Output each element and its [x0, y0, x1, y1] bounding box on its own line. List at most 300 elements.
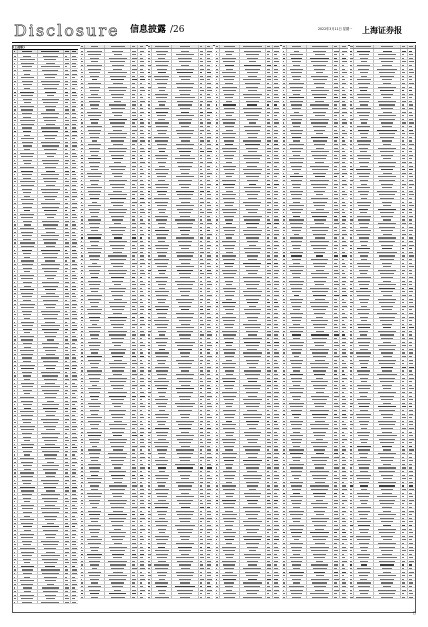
table-cell: [85, 125, 105, 128]
table-cell: [71, 575, 78, 578]
table-cell: [64, 453, 71, 456]
table-cell: [18, 69, 38, 72]
table-cell: [38, 410, 64, 413]
text-glyph-run: [42, 314, 58, 315]
table-cell: [64, 385, 71, 388]
text-glyph-run: [14, 296, 15, 297]
text-glyph-run: [140, 144, 143, 145]
text-glyph-run: [65, 120, 69, 121]
text-glyph-run: [41, 142, 61, 143]
text-glyph-run: [42, 404, 59, 405]
text-glyph-run: [20, 181, 35, 182]
text-glyph-run: [132, 79, 136, 80]
text-glyph-run: [65, 332, 67, 333]
table-cell: [138, 218, 145, 221]
text-glyph-run: [44, 271, 58, 272]
text-glyph-run: [111, 94, 125, 95]
table-cell: [38, 414, 64, 417]
table-cell: [18, 432, 38, 435]
table-cell: [71, 310, 78, 313]
table-cell: [38, 486, 64, 489]
text-glyph-run: [41, 433, 60, 434]
wordmark-letter: i: [29, 20, 34, 42]
text-glyph-run: [14, 562, 15, 563]
text-glyph-run: [43, 300, 58, 301]
table-cell: [71, 525, 78, 528]
text-glyph-run: [65, 368, 69, 369]
text-glyph-run: [72, 501, 77, 502]
table-cell: [18, 162, 38, 165]
table-cell: [105, 49, 131, 52]
table-cell: [38, 83, 64, 86]
text-glyph-run: [91, 169, 98, 170]
table-cell: [71, 187, 78, 190]
text-glyph-run: [65, 260, 67, 261]
table-cell: [131, 233, 138, 236]
text-glyph-run: [72, 318, 77, 319]
table-cell: [138, 49, 145, 52]
text-glyph-run: [132, 227, 136, 228]
table-cell: [131, 197, 138, 200]
text-glyph-run: [14, 131, 17, 132]
text-glyph-run: [140, 237, 143, 238]
table-cell: [64, 443, 71, 446]
text-glyph-run: [72, 415, 75, 416]
table-cell: [38, 252, 64, 255]
table-cell: [64, 115, 71, 118]
text-glyph-run: [65, 268, 68, 269]
text-glyph-run: [14, 462, 16, 463]
text-glyph-run: [72, 577, 75, 578]
text-glyph-run: [22, 142, 33, 143]
text-glyph-run: [72, 181, 77, 182]
text-glyph-run: [81, 227, 83, 228]
text-glyph-run: [72, 242, 77, 243]
table-cell: [85, 182, 105, 185]
text-glyph-run: [22, 386, 33, 387]
table-cell: [71, 331, 78, 334]
text-glyph-run: [89, 209, 100, 210]
text-glyph-run: [72, 408, 75, 409]
text-glyph-run: [81, 65, 84, 66]
text-glyph-run: [65, 433, 67, 434]
text-glyph-run: [132, 148, 135, 149]
text-glyph-run: [42, 131, 58, 132]
text-glyph-run: [14, 253, 17, 254]
text-glyph-run: [45, 566, 55, 567]
table-cell: [71, 245, 78, 248]
text-glyph-run: [14, 142, 16, 143]
text-glyph-run: [20, 214, 34, 215]
table-cell: [64, 529, 71, 532]
text-glyph-run: [72, 174, 75, 175]
text-glyph-run: [23, 268, 32, 269]
text-glyph-run: [45, 383, 55, 384]
table-cell: [18, 525, 38, 528]
text-glyph-run: [65, 508, 68, 509]
text-glyph-run: [72, 580, 75, 581]
text-glyph-run: [14, 383, 16, 384]
text-glyph-run: [65, 465, 69, 466]
text-glyph-run: [65, 88, 67, 89]
text-glyph-run: [21, 260, 34, 261]
text-glyph-run: [91, 46, 98, 47]
text-glyph-run: [14, 440, 15, 441]
table-cell: [64, 230, 71, 233]
table-cell: [71, 450, 78, 453]
text-glyph-run: [72, 336, 75, 337]
table-cell: [38, 112, 64, 115]
table-cell: [64, 432, 71, 435]
text-glyph-run: [72, 602, 75, 603]
table-cell: [64, 302, 71, 305]
text-glyph-run: [22, 569, 33, 570]
table-cell: [18, 514, 38, 517]
text-glyph-run: [14, 530, 16, 531]
table-cell: [38, 144, 64, 147]
text-glyph-run: [140, 194, 144, 195]
table-cell: [18, 177, 38, 180]
text-glyph-run: [109, 241, 127, 242]
text-glyph-run: [114, 223, 122, 224]
table-cell: [138, 78, 145, 81]
table-cell: [18, 486, 38, 489]
text-glyph-run: [65, 282, 69, 283]
table-cell: [64, 213, 71, 216]
text-glyph-run: [140, 227, 143, 228]
text-glyph-run: [90, 58, 100, 59]
text-glyph-run: [65, 153, 68, 154]
table-cell: [105, 143, 131, 146]
text-glyph-run: [90, 151, 99, 152]
text-glyph-run: [14, 260, 16, 261]
table-cell: [131, 103, 138, 106]
table-cell: [138, 204, 145, 207]
table-cell: [85, 225, 105, 228]
text-glyph-run: [65, 386, 68, 387]
text-glyph-run: [72, 339, 77, 340]
text-glyph-run: [44, 120, 56, 121]
table-cell: [64, 525, 71, 528]
wordmark-letter: c: [46, 20, 55, 42]
text-glyph-run: [24, 408, 31, 409]
table-cell: [71, 536, 78, 539]
table-cell: [138, 179, 145, 182]
table-cell: [64, 281, 71, 284]
text-glyph-run: [65, 242, 69, 243]
text-glyph-run: [72, 494, 76, 495]
table-cell: [38, 105, 64, 108]
text-glyph-run: [42, 282, 59, 283]
table-cell: [64, 403, 71, 406]
text-glyph-run: [23, 207, 32, 208]
table-cell: [64, 62, 71, 65]
text-glyph-run: [89, 72, 99, 73]
text-glyph-run: [44, 379, 57, 380]
text-glyph-run: [72, 95, 77, 96]
text-glyph-run: [81, 79, 82, 80]
table-cell: [38, 453, 64, 456]
table-cell: [38, 529, 64, 532]
table-cell: [38, 266, 64, 269]
table-cell: [38, 374, 64, 377]
table-cell: [138, 96, 145, 99]
text-glyph-run: [65, 577, 67, 578]
table-cell: [71, 392, 78, 395]
text-glyph-run: [72, 361, 76, 362]
text-glyph-run: [14, 437, 17, 438]
text-glyph-run: [45, 199, 55, 200]
table-cell: [18, 410, 38, 413]
text-glyph-run: [14, 145, 15, 146]
table-cell: [38, 554, 64, 557]
text-glyph-run: [140, 205, 143, 206]
table-cell: [38, 155, 64, 158]
text-glyph-run: [72, 145, 77, 146]
table-cell: [18, 450, 38, 453]
text-glyph-run: [14, 160, 16, 161]
table-cell: [18, 565, 38, 568]
text-glyph-run: [23, 559, 31, 560]
table-cell: [38, 281, 64, 284]
text-glyph-run: [140, 151, 145, 152]
text-glyph-run: [44, 88, 58, 89]
table-cell: [105, 240, 131, 243]
table-cell: [38, 407, 64, 410]
text-glyph-run: [65, 239, 67, 240]
table-cell: [18, 593, 38, 596]
table-cell: [71, 500, 78, 503]
text-glyph-run: [65, 494, 67, 495]
table-cell: [105, 211, 131, 214]
table-cell: [64, 392, 71, 395]
text-glyph-run: [41, 127, 60, 128]
text-glyph-run: [24, 257, 30, 258]
text-glyph-run: [72, 199, 75, 200]
table-cell: [64, 328, 71, 331]
text-glyph-run: [81, 162, 83, 163]
table-cell: [38, 522, 64, 525]
table-cell: [38, 353, 64, 356]
text-glyph-run: [88, 219, 102, 220]
table-cell: [18, 558, 38, 561]
text-glyph-run: [88, 237, 100, 238]
text-glyph-run: [44, 426, 56, 427]
text-glyph-run: [23, 587, 32, 588]
table-cell: [38, 403, 64, 406]
text-glyph-run: [140, 130, 143, 131]
text-glyph-run: [24, 149, 30, 150]
text-glyph-run: [72, 260, 75, 261]
text-glyph-run: [72, 552, 75, 553]
text-glyph-run: [20, 289, 34, 290]
table-cell: [18, 468, 38, 471]
table-cell: [64, 550, 71, 553]
text-glyph-run: [81, 61, 83, 62]
table-cell: [18, 500, 38, 503]
table-cell: [38, 69, 64, 72]
table-cell: [64, 58, 71, 61]
text-glyph-run: [65, 595, 68, 596]
table-cell: [71, 478, 78, 481]
text-glyph-run: [21, 566, 34, 567]
text-glyph-run: [23, 512, 32, 513]
table-cell: [64, 345, 71, 348]
text-glyph-run: [14, 189, 16, 190]
table-cell: [105, 75, 131, 78]
text-glyph-run: [41, 555, 60, 556]
table-cell: [38, 205, 64, 208]
text-glyph-run: [43, 117, 58, 118]
table-cell: [71, 486, 78, 489]
table-cell: [64, 151, 71, 154]
text-glyph-run: [45, 153, 56, 154]
table-cell: [64, 468, 71, 471]
table-cell: [64, 561, 71, 564]
text-glyph-run: [65, 318, 69, 319]
table-cell: [64, 173, 71, 176]
text-glyph-run: [23, 221, 32, 222]
table-cell: [71, 65, 78, 68]
text-glyph-run: [22, 81, 33, 82]
text-glyph-run: [14, 81, 16, 82]
text-glyph-run: [65, 311, 67, 312]
table-cell: [64, 417, 71, 420]
text-glyph-run: [65, 325, 68, 326]
table-cell: [18, 137, 38, 140]
table-cell: [131, 215, 138, 218]
table-cell: [18, 597, 38, 600]
table-cell: [38, 277, 64, 280]
table-cell: [64, 101, 71, 104]
table-cell: [38, 270, 64, 273]
text-glyph-run: [87, 65, 102, 66]
table-cell: [105, 164, 131, 167]
text-glyph-run: [22, 480, 32, 481]
table-cell: [105, 45, 131, 48]
text-glyph-run: [22, 541, 32, 542]
table-cell: [18, 356, 38, 359]
text-glyph-run: [72, 437, 77, 438]
table-cell: [18, 575, 38, 578]
text-glyph-run: [88, 115, 100, 116]
table-cell: [38, 443, 64, 446]
text-glyph-run: [132, 94, 134, 95]
table-cell: [85, 78, 105, 81]
text-glyph-run: [65, 181, 69, 182]
text-glyph-run: [140, 46, 143, 47]
text-glyph-run: [23, 131, 31, 132]
text-glyph-run: [132, 133, 134, 134]
text-glyph-run: [23, 117, 31, 118]
text-glyph-run: [132, 245, 134, 246]
text-glyph-run: [41, 264, 61, 265]
table-cell: [138, 164, 145, 167]
table-cell: [38, 421, 64, 424]
text-glyph-run: [65, 437, 68, 438]
text-glyph-run: [47, 584, 55, 585]
text-glyph-run: [65, 343, 69, 344]
table-cell: [105, 243, 131, 246]
table-cell: [18, 263, 38, 266]
table-cell: [138, 128, 145, 131]
table-cell: [131, 143, 138, 146]
table-cell: [138, 233, 145, 236]
text-glyph-run: [109, 166, 126, 167]
text-glyph-run: [23, 192, 31, 193]
text-glyph-run: [45, 106, 56, 107]
table-cell: [18, 126, 38, 129]
table-cell: [38, 115, 64, 118]
text-glyph-run: [14, 235, 15, 236]
table-cell: [85, 229, 105, 232]
text-glyph-run: [14, 84, 15, 85]
table-cell: [71, 94, 78, 97]
text-glyph-run: [23, 437, 31, 438]
text-glyph-run: [45, 77, 55, 78]
text-glyph-run: [72, 375, 77, 376]
table-cell: [85, 161, 105, 164]
text-glyph-run: [110, 137, 126, 138]
text-glyph-run: [140, 104, 143, 105]
table-cell: [18, 198, 38, 201]
text-glyph-run: [45, 472, 56, 473]
table-cell: [18, 313, 38, 316]
table-cell: [18, 342, 38, 345]
text-glyph-run: [140, 191, 143, 192]
table-cell: [38, 446, 64, 449]
table-cell: [71, 417, 78, 420]
table-cell: [131, 64, 138, 67]
text-glyph-run: [65, 347, 68, 348]
table-cell: [38, 392, 64, 395]
wordmark-letter: s: [36, 20, 44, 42]
text-glyph-run: [140, 76, 145, 77]
table-cell: [85, 71, 105, 74]
text-glyph-run: [81, 151, 82, 152]
text-glyph-run: [45, 275, 56, 276]
table-cell: [131, 182, 138, 185]
text-glyph-run: [81, 180, 82, 181]
text-glyph-run: [44, 454, 58, 455]
text-glyph-run: [22, 264, 33, 265]
table-cell: [38, 367, 64, 370]
table-cell: [71, 547, 78, 550]
text-glyph-run: [46, 598, 54, 599]
text-glyph-run: [72, 70, 77, 71]
text-glyph-run: [46, 185, 55, 186]
table-cell: [18, 234, 38, 237]
table-cell: [131, 57, 138, 60]
text-glyph-run: [140, 148, 145, 149]
table-cell: [64, 572, 71, 575]
table-cell: [38, 220, 64, 223]
table-cell: [85, 107, 105, 110]
table-cell: [71, 590, 78, 593]
table-cell: [64, 540, 71, 543]
table-cell: [64, 532, 71, 535]
table-cell: [38, 389, 64, 392]
table-cell: [71, 568, 78, 571]
text-glyph-run: [43, 544, 58, 545]
table-cell: [131, 93, 138, 96]
table-cell: [105, 190, 131, 193]
text-glyph-run: [42, 465, 59, 466]
text-glyph-run: [72, 562, 77, 563]
table-cell: [64, 360, 71, 363]
text-glyph-run: [14, 559, 17, 560]
text-glyph-run: [88, 191, 101, 192]
